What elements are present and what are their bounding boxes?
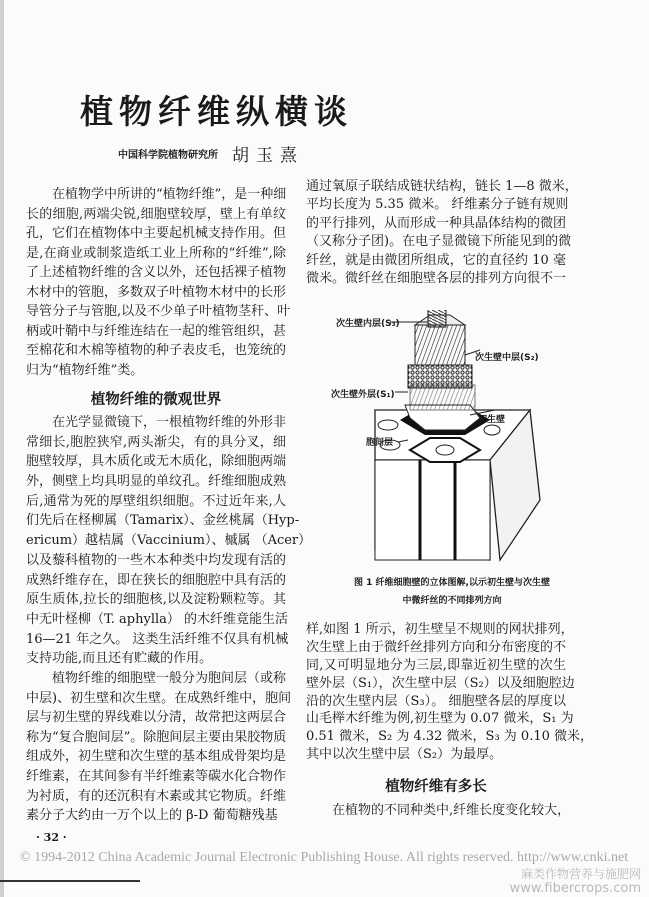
text-line: 在植物学中所讲的“植物纤维”，是一种细 [52,187,287,202]
text-line: 成熟纤维存在，即在狭长的细胞腔中具有活的 [26,572,287,588]
text-line: 后,通常为死的厚壁组织细胞。不过近年来,人 [26,493,286,509]
text-line: 常细长,胞腔狭窄,两头渐尖，有的具分叉，细 [26,434,286,450]
figure-caption-line2: 中微纤丝的不同排列方向 [402,596,502,606]
text-line: 以及藜科植物的一些木本种类中均发现有活的 [26,552,287,568]
text-line: 柄或叶鞘中与纤维连结在一起的维管组织，甚 [26,323,287,339]
text-line: 们先后在柽柳属（Tamarix）、金丝桃属（Hyp- [26,513,300,529]
text-line: 孔，它们在植物体中主要起机械支持作用。但 [26,226,287,241]
label-s2: 次生壁中层(S₂) [475,353,539,363]
paragraph [306,178,578,288]
paragraph [306,621,593,764]
text-line: 其中以次生壁中层（S₂）为最厚。 [306,747,503,763]
text-line: 归为“植物纤维”类。 [26,362,144,378]
text-line: 纤丝，就是由微团所组成，它的直径约 10 毫 [306,252,566,268]
label-s1: 次生壁外层(S₁) [331,390,395,400]
text-line: 0.51 微米，S₂ 为 4.32 微米，S₃ 为 0.10 微米， [306,729,593,745]
text-line: 山毛榉木纤维为例,初生壁为 0.07 微米，S₁ 为 [306,711,574,727]
text-line: 称为“复合胞间层”。除胞间层主要由果胶物质 [26,729,287,745]
text-line: 纤维素，在其间参有半纤维素等碳水化合物作 [26,768,287,784]
text-line: 次生壁上由于微纤丝排列方向和分布密度的不 [306,639,567,655]
author-name: 胡玉熹 [232,146,304,166]
text-line: 原生质体,拉长的细胞核,以及淀粉颗粒等。其 [26,592,286,608]
text-line: 了上述植物纤维的含义以外，还包括裸子植物 [26,265,287,280]
text-line: 支持功能,而且还有贮藏的作用。 [26,651,213,667]
text-line: 层与初生壁的界线难以分清，故常把这两层合 [26,710,287,726]
label-middle-lamella: 胞间层 [366,438,394,448]
left-column [26,185,312,826]
text-line: 胞壁较厚，具木质化或无木质化，除细胞两端 [26,454,287,470]
text-line: 为衬质，有的还沉积有木素或其它物质。纤维 [26,788,287,804]
text-line: 中无叶柽柳（T. aphylla） 的木纤维竟能生活 [26,611,289,627]
text-line: 同,又可明显地分为三层,即靠近初生壁的次生 [306,657,566,673]
text-line: 外，侧壁上均具明显的单纹孔。纤维细胞成熟 [26,474,287,490]
text-line: 壁外层（S₁），次生壁中层（S₂）以及细胞腔边 [306,675,575,691]
text-line: 平均长度为 5.35 微米。 纤维素分子链有规则 [306,197,569,213]
text-line: 沿的次生壁内层（S₃）。 细胞壁各层的厚度以 [306,693,566,709]
text-line: 样,如图 1 所示，初生壁呈不规则的网状排列， [306,622,574,637]
paragraph [306,802,571,820]
text-line: 在植物的不同种类中,纤维长度变化较大， [332,803,571,819]
author-affiliation: 中国科学院植物研究所 [118,150,218,161]
text-line: （又称分子团)。在电子显微镜下所能见到的微 [306,234,572,250]
text-line: 在光学显微镜下，一根植物纤维的外形非 [52,415,287,430]
text-line: 至棉花和木棉等植物的种子表皮毛，也笼统的 [26,343,287,358]
page-number: · 32 · [36,831,67,844]
watermark-text: 麻类作物营养与施肥网 [520,867,641,881]
section-heading: 植物纤维有多长 [385,779,487,796]
label-s3: 次生壁内层(S₃) [336,319,400,329]
right-column-top [306,178,578,288]
text-line: 长的细胞,两端尖锐,细胞壁较厚，壁上有单纹 [26,206,286,222]
footer-rule [0,880,140,882]
paragraph [26,185,291,380]
text-line: 木材中的管胞，多数双子叶植物木材中的长形 [26,284,287,300]
paragraph [26,669,292,826]
text-line: 16—21 年之久。 这类生活纤维不仅具有机械 [26,631,289,647]
text-line: 微米。微纤丝在细胞壁各层的排列方向很不一 [306,270,567,286]
text-line: ericum）越桔属（Vaccinium）、槭属 （Acer） [26,533,312,549]
text-line: 通过氧原子联结成链状结构，链长 1—8 微米， [306,179,578,194]
text-line: 导管分子与管胞,以及不少单子叶植物茎秆、叶 [26,304,291,319]
text-line: 中层)、初生壁和次生壁。在成熟纤维中，胞间 [26,690,292,706]
text-line: 素分子大约由一万个以上的 β-D 葡萄糖残基 [26,808,278,824]
copyright-notice: © 1994-2012 China Academic Journal Electronic Publishing House. All rights reserved. http://www.cnki.net [20,850,629,865]
scan-edge [0,0,4,897]
label-primary-wall: 初生壁 [478,415,506,425]
article-title: 植物纤维纵横谈 [80,92,353,131]
paragraph [26,413,312,669]
right-column-bottom [306,621,593,820]
text-line: 组成外，初生壁和次生壁的基本组成骨架均是 [26,749,287,765]
text-line: 的平行排列，从而形成一种具晶体结构的微团 [306,215,567,231]
watermark-url: www.fibercrops.com [509,881,641,896]
section-heading: 植物纤维的微观世界 [90,392,222,408]
text-line: 植物纤维的细胞壁一般分为胞间层（或称 [52,670,287,686]
text-line: 是,在商业或制浆造纸工业上所称的“纤维”,除 [26,245,286,261]
figure-caption-line1: 图 1 纤维细胞壁的立体图解,以示初生壁与次生壁 [354,578,550,588]
